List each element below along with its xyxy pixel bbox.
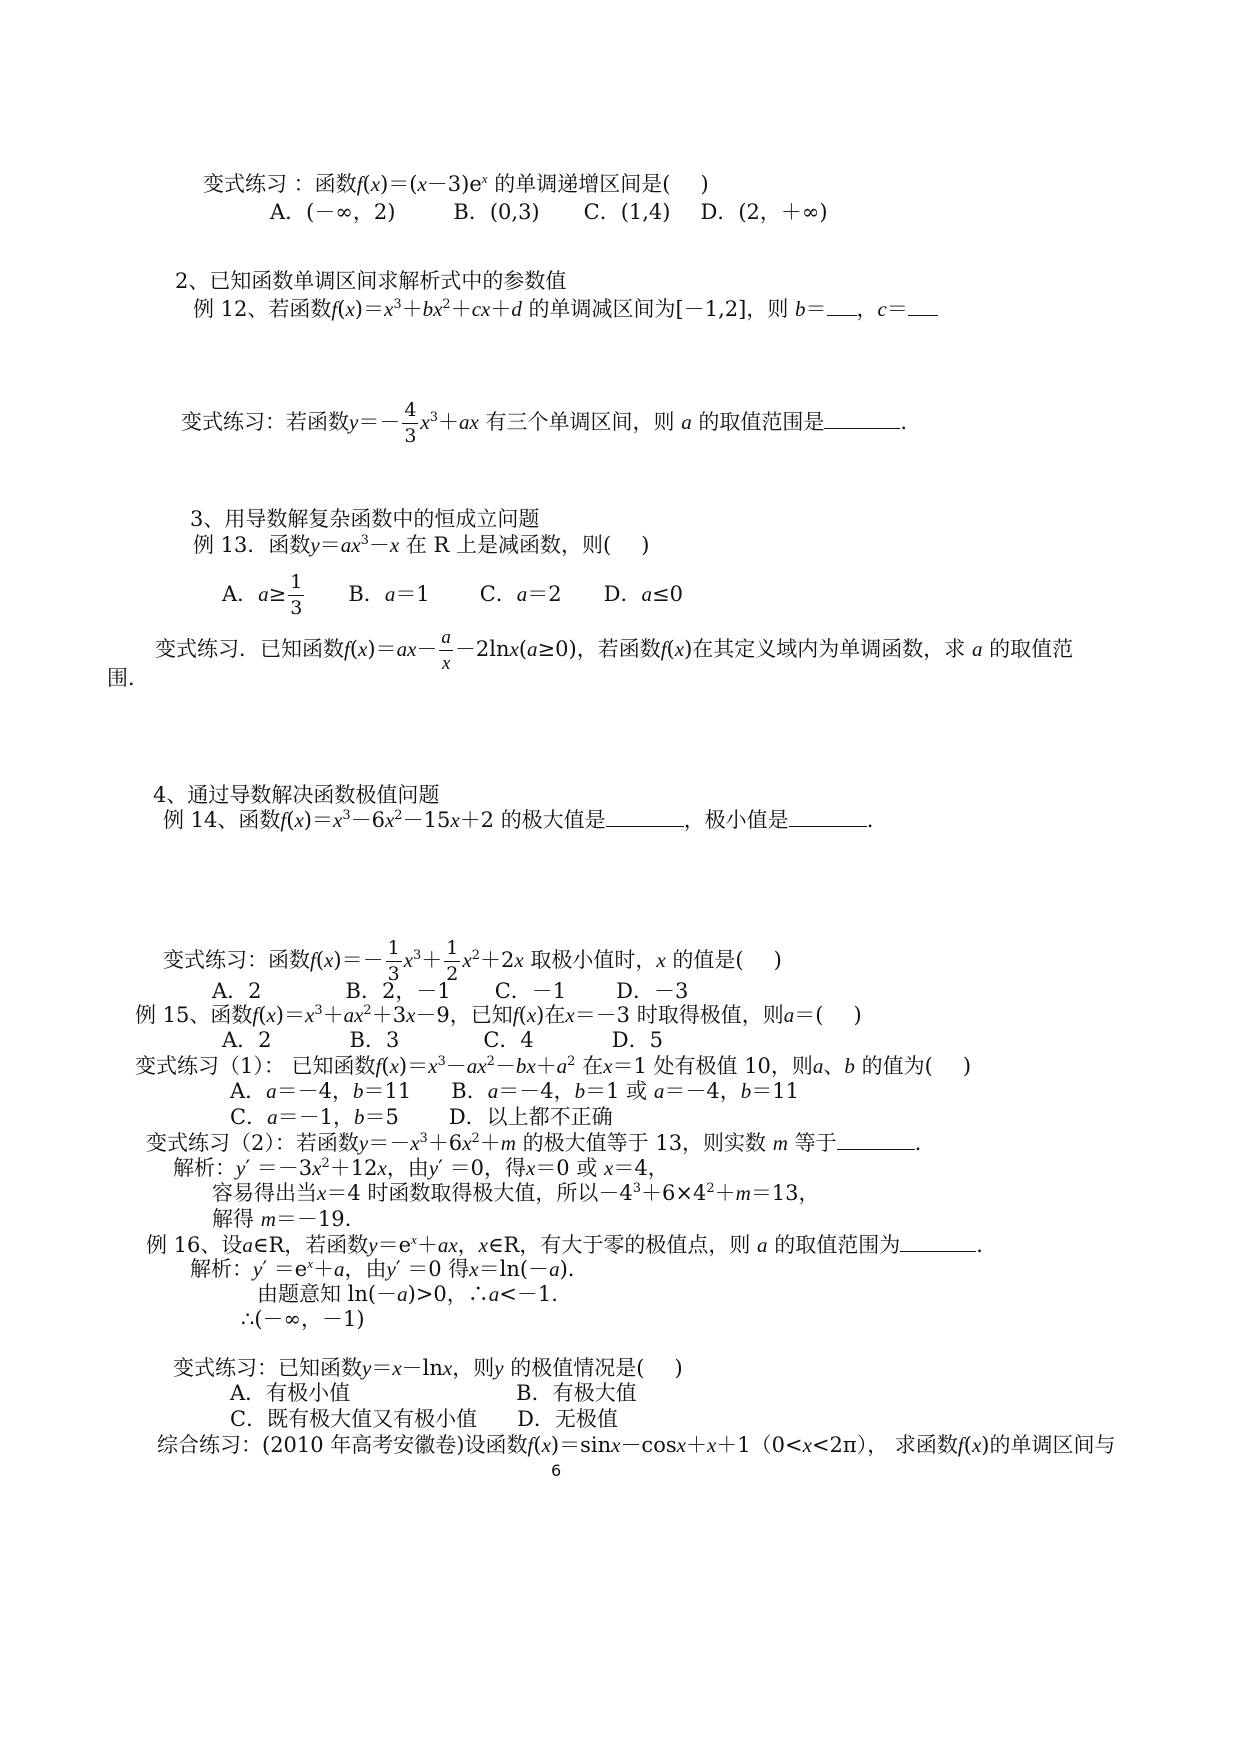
option-a: A．a≥ $\frac{1}{3}$ <box>222 571 303 619</box>
example-16: 例 16、设a∈R，若函数$y=e^x+ax$，x∈R，有大于零的极值点，则 a 的取值范围为 . <box>146 1232 983 1257</box>
option-d: D．以上都不正确 <box>448 1105 613 1129</box>
option-d: D．无极值 <box>517 1407 618 1431</box>
exercise-5-options-cd <box>230 1104 613 1130</box>
answer-blank-b[interactable] <box>827 295 857 316</box>
exercise-minimum-x: 变式练习：函数f(x)＝－ $\frac{1}{3}$ $x^3+$ $\frac{1}{2}$ $x^2+2x$ 取极小值时，x 的值是( ) <box>163 937 782 985</box>
comprehensive-exercise: 综合练习：(2010 年高考安徽卷)设函数f(x)＝sinx－cosx＋x＋1（0<x<2π）， 求函数f(x)的单调区间与 <box>157 1433 1116 1457</box>
exercise-monotonic-increase: 变式练习 ：函数$f(x)=(x-3)e^x$ 的单调递增区间是( ) <box>203 171 709 196</box>
option-a: A．有极小值 <box>230 1381 351 1405</box>
exercise-wrap-line: 围． <box>107 666 149 690</box>
option-a: A．2 <box>222 1028 272 1052</box>
option-c: C．－1 <box>494 979 567 1003</box>
option-d: D．－3 <box>616 979 689 1003</box>
exercise-5-options-ab <box>230 1078 799 1104</box>
option-d: D．5 <box>611 1028 663 1052</box>
option-b: B．a＝1 <box>348 582 430 606</box>
example-12: 例 12、若函数$f(x)=x^3+bx^2+cx+d$ 的单调减区间为[－1,2]，则 b＝ ，c＝ <box>193 295 938 322</box>
fraction-4-3: $\frac{4}{3}$ <box>404 399 417 447</box>
answer-blank-min[interactable] <box>789 806 867 827</box>
option-b: B．a＝－4，b＝1 或 a＝－4，b＝11 <box>451 1079 799 1103</box>
exercise-7-options-ab <box>230 1380 637 1406</box>
exercise-1-options <box>270 199 828 225</box>
fraction-1-3: $\frac{1}{3}$ <box>387 937 400 985</box>
option-a: A．2 <box>212 979 262 1003</box>
fraction-1-2: $\frac{1}{2}$ <box>446 937 459 985</box>
exercise-1-extremum: 变式练习（1）： 已知函数$f(x)=x^3-ax^2-bx+a^2$ 在x＝1 处有极值 10，则a、b 的值为( ) <box>135 1054 972 1078</box>
option-c: C．(1,4) <box>583 200 671 224</box>
solution-line-2: 由题意知 ln(－a)>0，∴a<－1. <box>257 1282 558 1306</box>
section-3-title: 3、用导数解复杂函数中的恒成立问题 <box>190 507 540 531</box>
option-a: A．a＝－4，b＝11 <box>230 1079 412 1103</box>
fraction-a-x: $\frac{a}{x}$ <box>441 627 451 674</box>
option-b: B．3 <box>349 1028 400 1052</box>
option-c: C．a＝2 <box>479 582 562 606</box>
solution-line-2: 容易得出当x＝4 时函数取得极大值，所以$-4^3+6\times 4^2+m=13$， <box>212 1181 820 1205</box>
option-b: B．有极大值 <box>516 1381 637 1405</box>
exercise-2-maximum: 变式练习（2）：若函数$y=-x^3+6x^2+m$ 的极大值等于 13，则实数 m 等于 . <box>146 1131 922 1155</box>
option-c: C．4 <box>483 1028 534 1052</box>
answer-blank[interactable] <box>900 1231 976 1252</box>
example-13: 例 13．函数$y=ax^3-x$ 在 R 上是减函数，则( ) <box>193 533 650 557</box>
option-d: D．a≤0 <box>603 582 683 606</box>
section-4-title: 4、通过导数解决函数极值问题 <box>153 783 440 807</box>
example-14: 例 14、函数$f(x)=x^3-6x^2-15x+2$ 的极大值是 ，极小值是 . <box>163 808 874 832</box>
example-15-options <box>222 1027 663 1053</box>
solution-line-1: 解析：$y' =e^x+a$，由y′ ＝0 得x＝ln(－a). <box>190 1256 575 1281</box>
page-number: 6 <box>551 1461 562 1480</box>
option-c: C．既有极大值又有极小值 <box>230 1407 478 1431</box>
section-2-title: 2、已知函数单调区间求解析式中的参数值 <box>175 269 567 293</box>
option-b: B．2，－1 <box>345 979 451 1003</box>
exercise-three-intervals: 变式练习：若函数y＝－ $\frac{4}{3}$ $x^3+ax$ 有三个单调区间，则 a 的取值范围是 . <box>181 399 908 447</box>
solution-line-3: 解得 m＝－19. <box>212 1207 352 1231</box>
option-d: D．(2，＋∞) <box>700 200 828 224</box>
option-c: C．a＝－1，b＝5 <box>230 1105 399 1129</box>
answer-blank[interactable] <box>824 408 900 429</box>
option-b: B．(0,3) <box>453 200 540 224</box>
answer-blank[interactable] <box>837 1129 915 1150</box>
exercise-7-options-cd <box>230 1406 618 1432</box>
fraction-1-3: $\frac{1}{3}$ <box>290 571 303 619</box>
exercise-4-options <box>212 978 688 1004</box>
answer-blank-max[interactable] <box>606 806 684 827</box>
option-a: A．(－∞，2) <box>270 200 396 224</box>
solution-line-1: 解析：$y' =-3x^2+12x$，由y′ ＝0，得x＝0 或 x＝4， <box>173 1156 669 1180</box>
exercise-monotonic-domain: 变式练习．已知函数f(x)＝ax－ $\frac{a}{x}$ －2lnx(a≥0)，若函数f(x)在其定义域内为单调函数，求 a 的取值范 <box>155 627 1074 674</box>
example-15: 例 15、函数$f(x)=x^3+ax^2+3x-9$，已知f(x)在x＝－3 时取得极值，则a＝( ) <box>135 1003 862 1027</box>
solution-line-3: ∴(－∞，－1) <box>241 1307 365 1331</box>
example-13-options <box>222 573 683 618</box>
exercise-extremum-status: 变式练习：已知函数y＝x－lnx，则y 的极值情况是( ) <box>173 1356 683 1380</box>
answer-blank-c[interactable] <box>908 295 938 316</box>
